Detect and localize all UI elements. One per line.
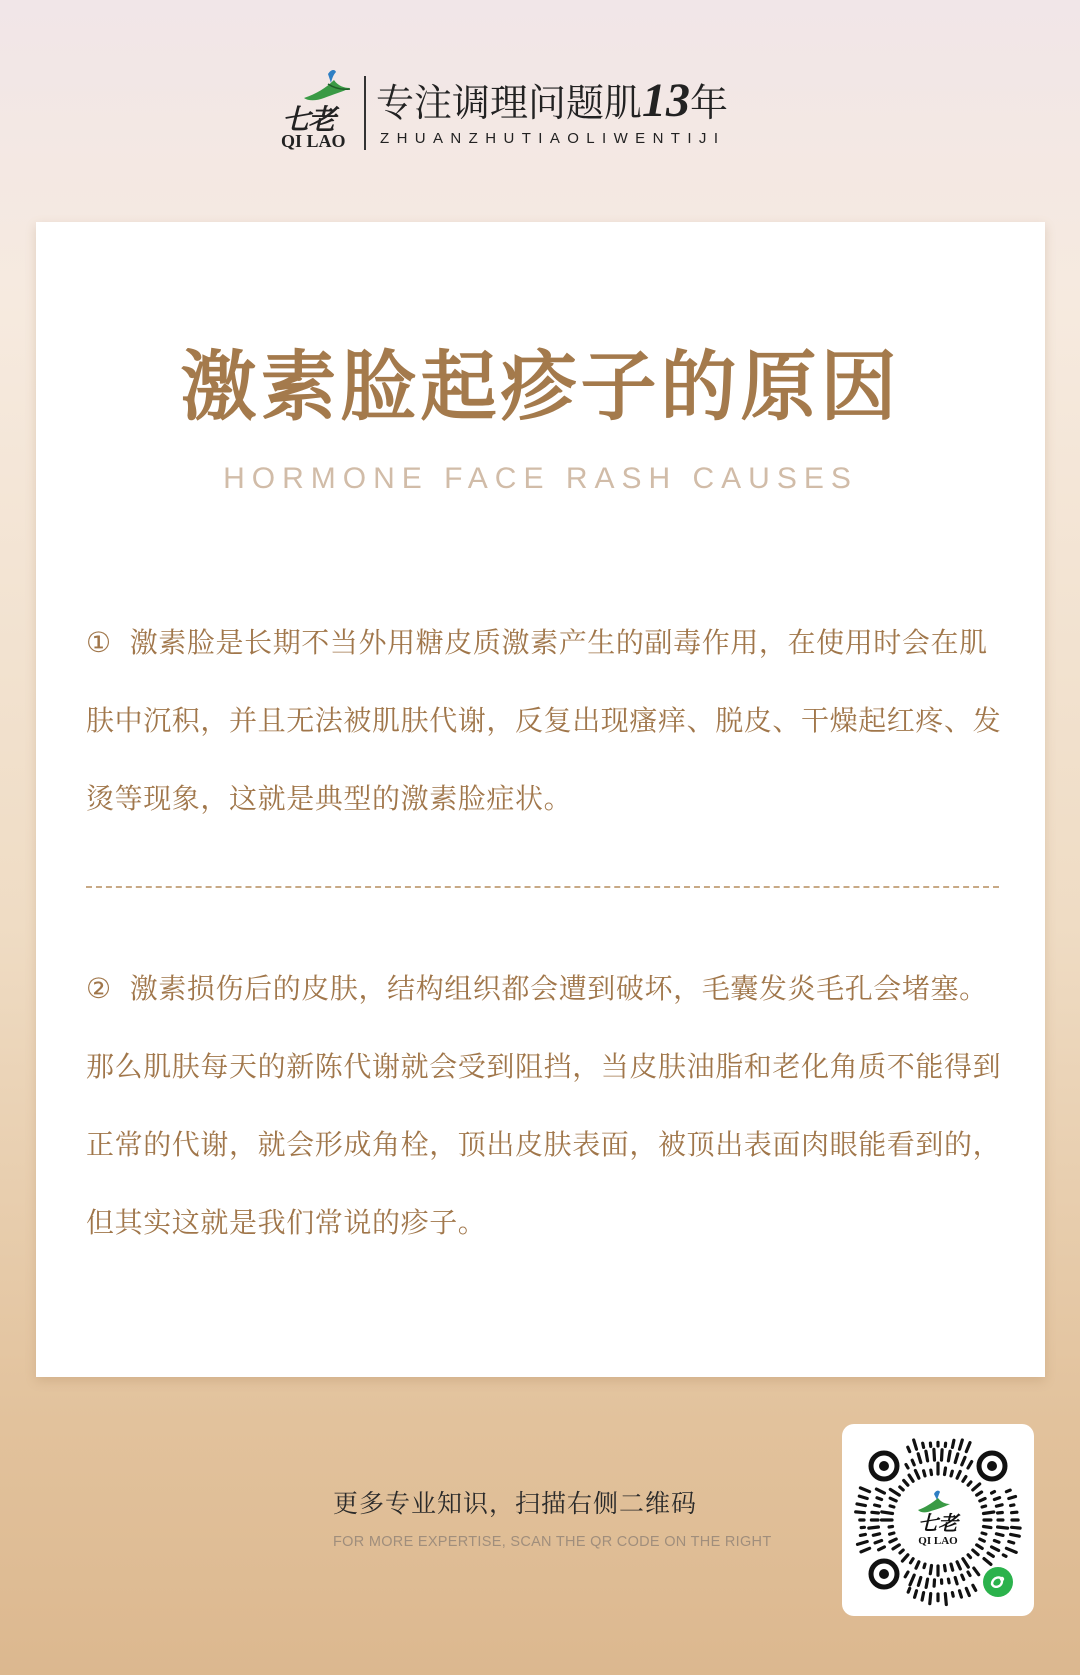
qr-ray [918,1454,921,1463]
qr-ray [931,1470,932,1474]
qr-ray [960,1591,962,1597]
qr-ray [992,1492,995,1494]
qr-ray [1012,1527,1021,1528]
qr-ray [908,1447,910,1451]
qr-ray [994,1498,999,1500]
paragraph-text: 激素损伤后的皮肤，结构组织都会遭到破坏，毛囊发炎毛孔会堵塞。那么肌肤每天的新陈代谢就会受到阻挡，当皮肤油脂和老化角质不能得到正常的代谢，就会形成角栓，顶出皮肤表面，被顶出表面肉眼能看到的，但其实这就是我们常说的疹子。 [86,972,1002,1239]
qr-ray [890,1539,896,1542]
qr-ray [905,1572,908,1577]
qr-ray [923,1443,924,1447]
dashed-divider [86,886,999,888]
qr-ray [984,1512,994,1514]
brand-logo-chinese: 七老 [282,103,335,136]
qr-ray [968,1555,970,1558]
qr-ray [973,1484,980,1490]
qr-ray [966,1443,970,1452]
qr-ray [977,1492,982,1495]
qr-ray [914,1440,917,1449]
qr-ray [968,1462,972,1468]
qr-ray [910,1575,914,1585]
footer-cta: 更多专业知识，扫描右侧二维码 [333,1489,698,1518]
qr-ray [912,1460,914,1465]
qr-logo-chinese: 七老 [918,1511,958,1535]
qr-ray [962,1457,965,1465]
qr-ray [922,1593,924,1601]
paragraph-marker: ② [86,972,112,1005]
qr-logo-english: QI LAO [918,1535,958,1547]
qr-ray [1009,1497,1016,1499]
qr-ray [916,1562,919,1568]
qr-ray [957,1562,960,1569]
paragraph-cause-2 [86,950,1006,1262]
qr-ray [924,1564,925,1568]
qr-ray [908,1588,910,1592]
qr-ray [934,1449,935,1460]
brand-logo-english: QI LAO [281,131,346,151]
qr-ray [998,1513,1003,1514]
qr-ray [1006,1490,1010,1492]
qr-ray [966,1588,969,1595]
content-card [36,222,1045,1377]
qr-ray [1009,1542,1014,1544]
tagline-pinyin: ZHUANZHUTIAOLIWENTIJI [380,130,726,147]
qr-ray [875,1541,882,1543]
qr-ray [952,1593,953,1597]
page-title: 激素脸起疹子的原因 [180,342,901,431]
qr-ray [1012,1512,1017,1513]
footer-cta-english: FOR MORE EXPERTISE, SCAN THE QR CODE ON THE RIGHT [333,1534,772,1550]
qr-ray [984,1559,991,1565]
paragraph-text: 激素脸是长期不当外用糖皮质激素产生的副毒作用，在使用时会在肌肤中沉积，并且无法被肌肤代谢，反复出现瘙痒、脱皮、干燥起红疼、发烫等现象，这就是典型的激素脸症状。 [86,626,1002,815]
qr-ray [1011,1534,1020,1536]
qr-ray [955,1578,957,1584]
qr-ray [869,1527,879,1528]
wechat-badge-icon [983,1567,1013,1597]
qr-ray [948,1451,950,1461]
qr-ray [882,1512,893,1514]
qr-ray [926,1579,928,1587]
qr-ray [963,1559,968,1567]
page-subtitle: HORMONE FACE RASH CAUSES [223,462,858,495]
brand-header [278,68,838,158]
paragraph-marker: ① [86,626,112,659]
qr-ray [992,1547,999,1551]
qr-ray [982,1533,986,1534]
qr-ray [861,1548,870,1552]
qr-ray [996,1534,1003,1536]
qr-code-icon [842,1424,1034,1616]
qr-ray [900,1550,903,1553]
qr-ray [945,1594,946,1605]
qr-ray [974,1568,979,1575]
qr-ray [948,1579,949,1583]
qr-ray [980,1539,985,1541]
qr-ray [973,1550,978,1555]
qr-ray [994,1541,999,1543]
qr-ray [860,1488,869,1492]
tagline-suffix: 年 [690,81,729,125]
qr-ray [996,1505,1002,1506]
qr-ray [968,1482,971,1485]
qr-ray [942,1450,943,1460]
qr-ray [890,1506,894,1507]
qr-ray [879,1547,885,1550]
qr-ray [980,1499,985,1501]
qr-ray [977,1545,983,1549]
qr-ray [918,1578,920,1586]
tagline-years: 13 [642,74,691,127]
qr-ray [998,1527,1008,1528]
qr-ray [1003,1555,1006,1556]
qr-ray [906,1465,908,1469]
brand-tagline [376,72,728,128]
qr-ray [962,1575,964,1579]
qr-ray [945,1566,946,1571]
qr-ray [955,1454,958,1463]
qr-ray [900,1487,903,1490]
qr-ray [915,1471,919,1479]
qr-ray [926,1451,928,1461]
qr-ray [873,1534,879,1536]
qr-ray [957,1471,960,1478]
qr-ray [890,1489,899,1495]
qr-ray [982,1506,986,1507]
qr-ray [875,1505,880,1506]
qr-ray [930,1594,931,1604]
qr-ray [858,1542,868,1545]
qr-ray [876,1489,884,1493]
qr-ray [902,1555,908,1561]
brand-logo [278,68,358,158]
qr-ray [890,1533,894,1534]
paragraph-cause-1 [86,604,1006,838]
qr-ray [857,1504,865,1506]
qr-ray [963,1477,966,1482]
qr-ray [924,1471,925,1476]
qr-ray [984,1527,991,1528]
tagline-text: 专注调理问题肌 [376,81,643,125]
header-divider [364,76,366,150]
qr-ray [951,1564,953,1570]
qr-ray [968,1572,970,1576]
qr-ray [909,1475,913,1481]
qr-ray [1006,1548,1016,1552]
qr-ray [904,1480,908,1485]
qr-ray [952,1440,954,1447]
wechat-mini-program-code[interactable] [842,1424,1034,1616]
qr-ray [1011,1505,1014,1506]
qr-ray [945,1468,946,1475]
qr-ray [911,1559,914,1563]
qr-ray [988,1553,993,1556]
qr-ray [960,1440,963,1449]
qr-ray [889,1527,892,1528]
qr-ray [973,1585,976,1590]
qr-ray [860,1534,865,1535]
qr-ray [859,1496,867,1498]
qr-ray [915,1591,917,1598]
qr-ray [890,1498,896,1501]
qr-ray [877,1498,882,1500]
qr-ray [930,1566,931,1574]
qr-ray [951,1471,952,1476]
qr-ray [872,1512,879,1513]
qr-ray [893,1545,899,1549]
qr-ray [856,1512,865,1513]
